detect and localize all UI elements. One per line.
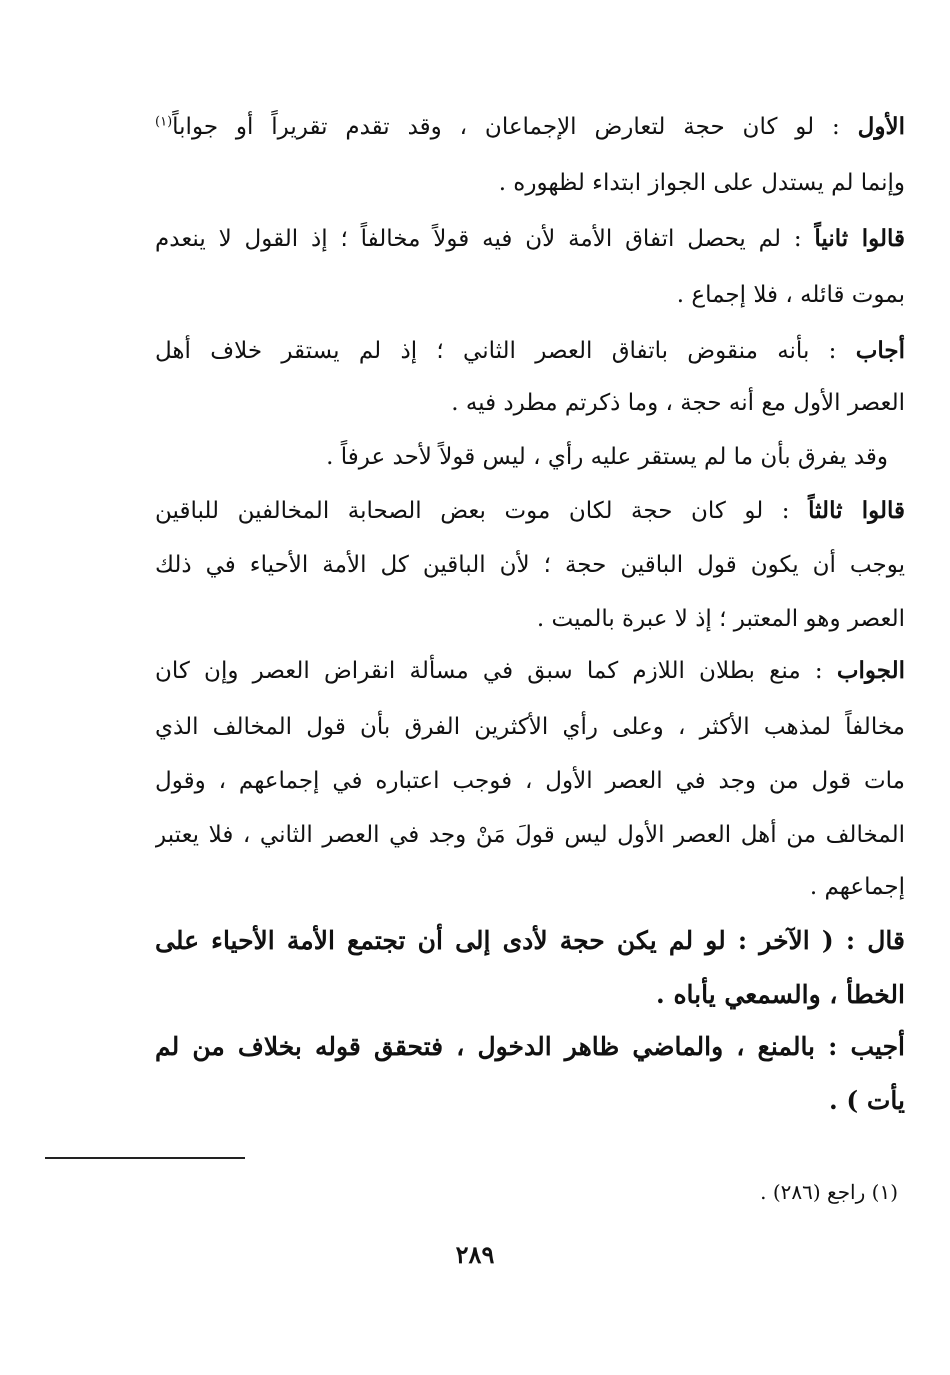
text-line-4: بموت قائله ، فلا إجماع . bbox=[676, 282, 905, 308]
lead-word: أجاب bbox=[855, 337, 905, 364]
text-line-17: الخطأ ، والسمعي يأباه . bbox=[656, 980, 905, 1009]
lead-word: الجواب bbox=[836, 657, 905, 684]
text-line-3: قالوا ثانياً : لم يحصل اتفاق الأمة لأن فيه قولاً مخالفاً ؛ إذ القول لا ينعدم bbox=[155, 225, 905, 252]
page-number: ٢٨٩ bbox=[455, 1240, 495, 1269]
lead-word: قالوا ثانياً bbox=[814, 225, 905, 252]
footnote-separator bbox=[45, 1157, 245, 1159]
text-line-5: أجاب : بأنه منقوض باتفاق العصر الثاني ؛ إذ لم يستقر خلاف أهل bbox=[155, 337, 905, 364]
text-line-10: العصر وهو المعتبر ؛ إذ لا عبرة بالميت . bbox=[536, 606, 905, 632]
text-line-8: قالوا ثالثاً : لو كان حجة لكان موت بعض الصحابة المخالفين للباقين bbox=[155, 497, 905, 524]
text-line-12: مخالفاً لمذهب الأكثر ، وعلى رأي الأكثرين الفرق بأن قول المخالف الذي bbox=[155, 714, 905, 740]
text-line-6: العصر الأول مع أنه حجة ، وما ذكرتم مطرد فيه . bbox=[451, 390, 905, 416]
lead-word: قال bbox=[867, 926, 905, 955]
text-line-19: يأت ) . bbox=[828, 1086, 905, 1115]
text-line-16: قال : ( الآخر : لو لم يكن حجة لأدى إلى أن تجتمع الأمة الأحياء على bbox=[155, 926, 905, 955]
text-line-7: وقد يفرق بأن ما لم يستقر عليه رأي ، ليس قولاً لأحد عرفاً . bbox=[326, 444, 888, 470]
lead-word: الأول bbox=[857, 113, 905, 140]
lead-word: قالوا ثالثاً bbox=[808, 497, 905, 524]
footnote-ref: (١) bbox=[155, 114, 173, 130]
text-line-2: وإنما لم يستدل على الجواز ابتداء لظهوره . bbox=[498, 170, 905, 196]
text-line-14: المخالف من أهل العصر الأول ليس قولَ مَنْ وجد في العصر الثاني ، فلا يعتبر bbox=[155, 822, 905, 848]
text-line-11: الجواب : منع بطلان اللازم كما سبق في مسألة انقراض العصر وإن كان bbox=[155, 657, 905, 684]
text-line-9: يوجب أن يكون قول الباقين حجة ؛ لأن الباقين كل الأمة الأحياء في ذلك bbox=[155, 552, 905, 578]
text-line-1: الأول : لو كان حجة لتعارض الإجماعان ، وقد تقدم تقريراً أو جواباً$^{(١)}$ bbox=[155, 113, 905, 140]
text-line-18: أجيب : بالمنع ، والماضي ظاهر الدخول ، فتحقق قوله بخلاف من لم bbox=[155, 1032, 905, 1061]
text-line-13: مات قول من وجد في العصر الأول ، فوجب اعتباره في إجماعهم ، وقول bbox=[155, 768, 905, 794]
footnote: (١) راجع (٢٨٦) . bbox=[760, 1180, 898, 1204]
text-line-15: إجماعهم . bbox=[809, 874, 905, 900]
